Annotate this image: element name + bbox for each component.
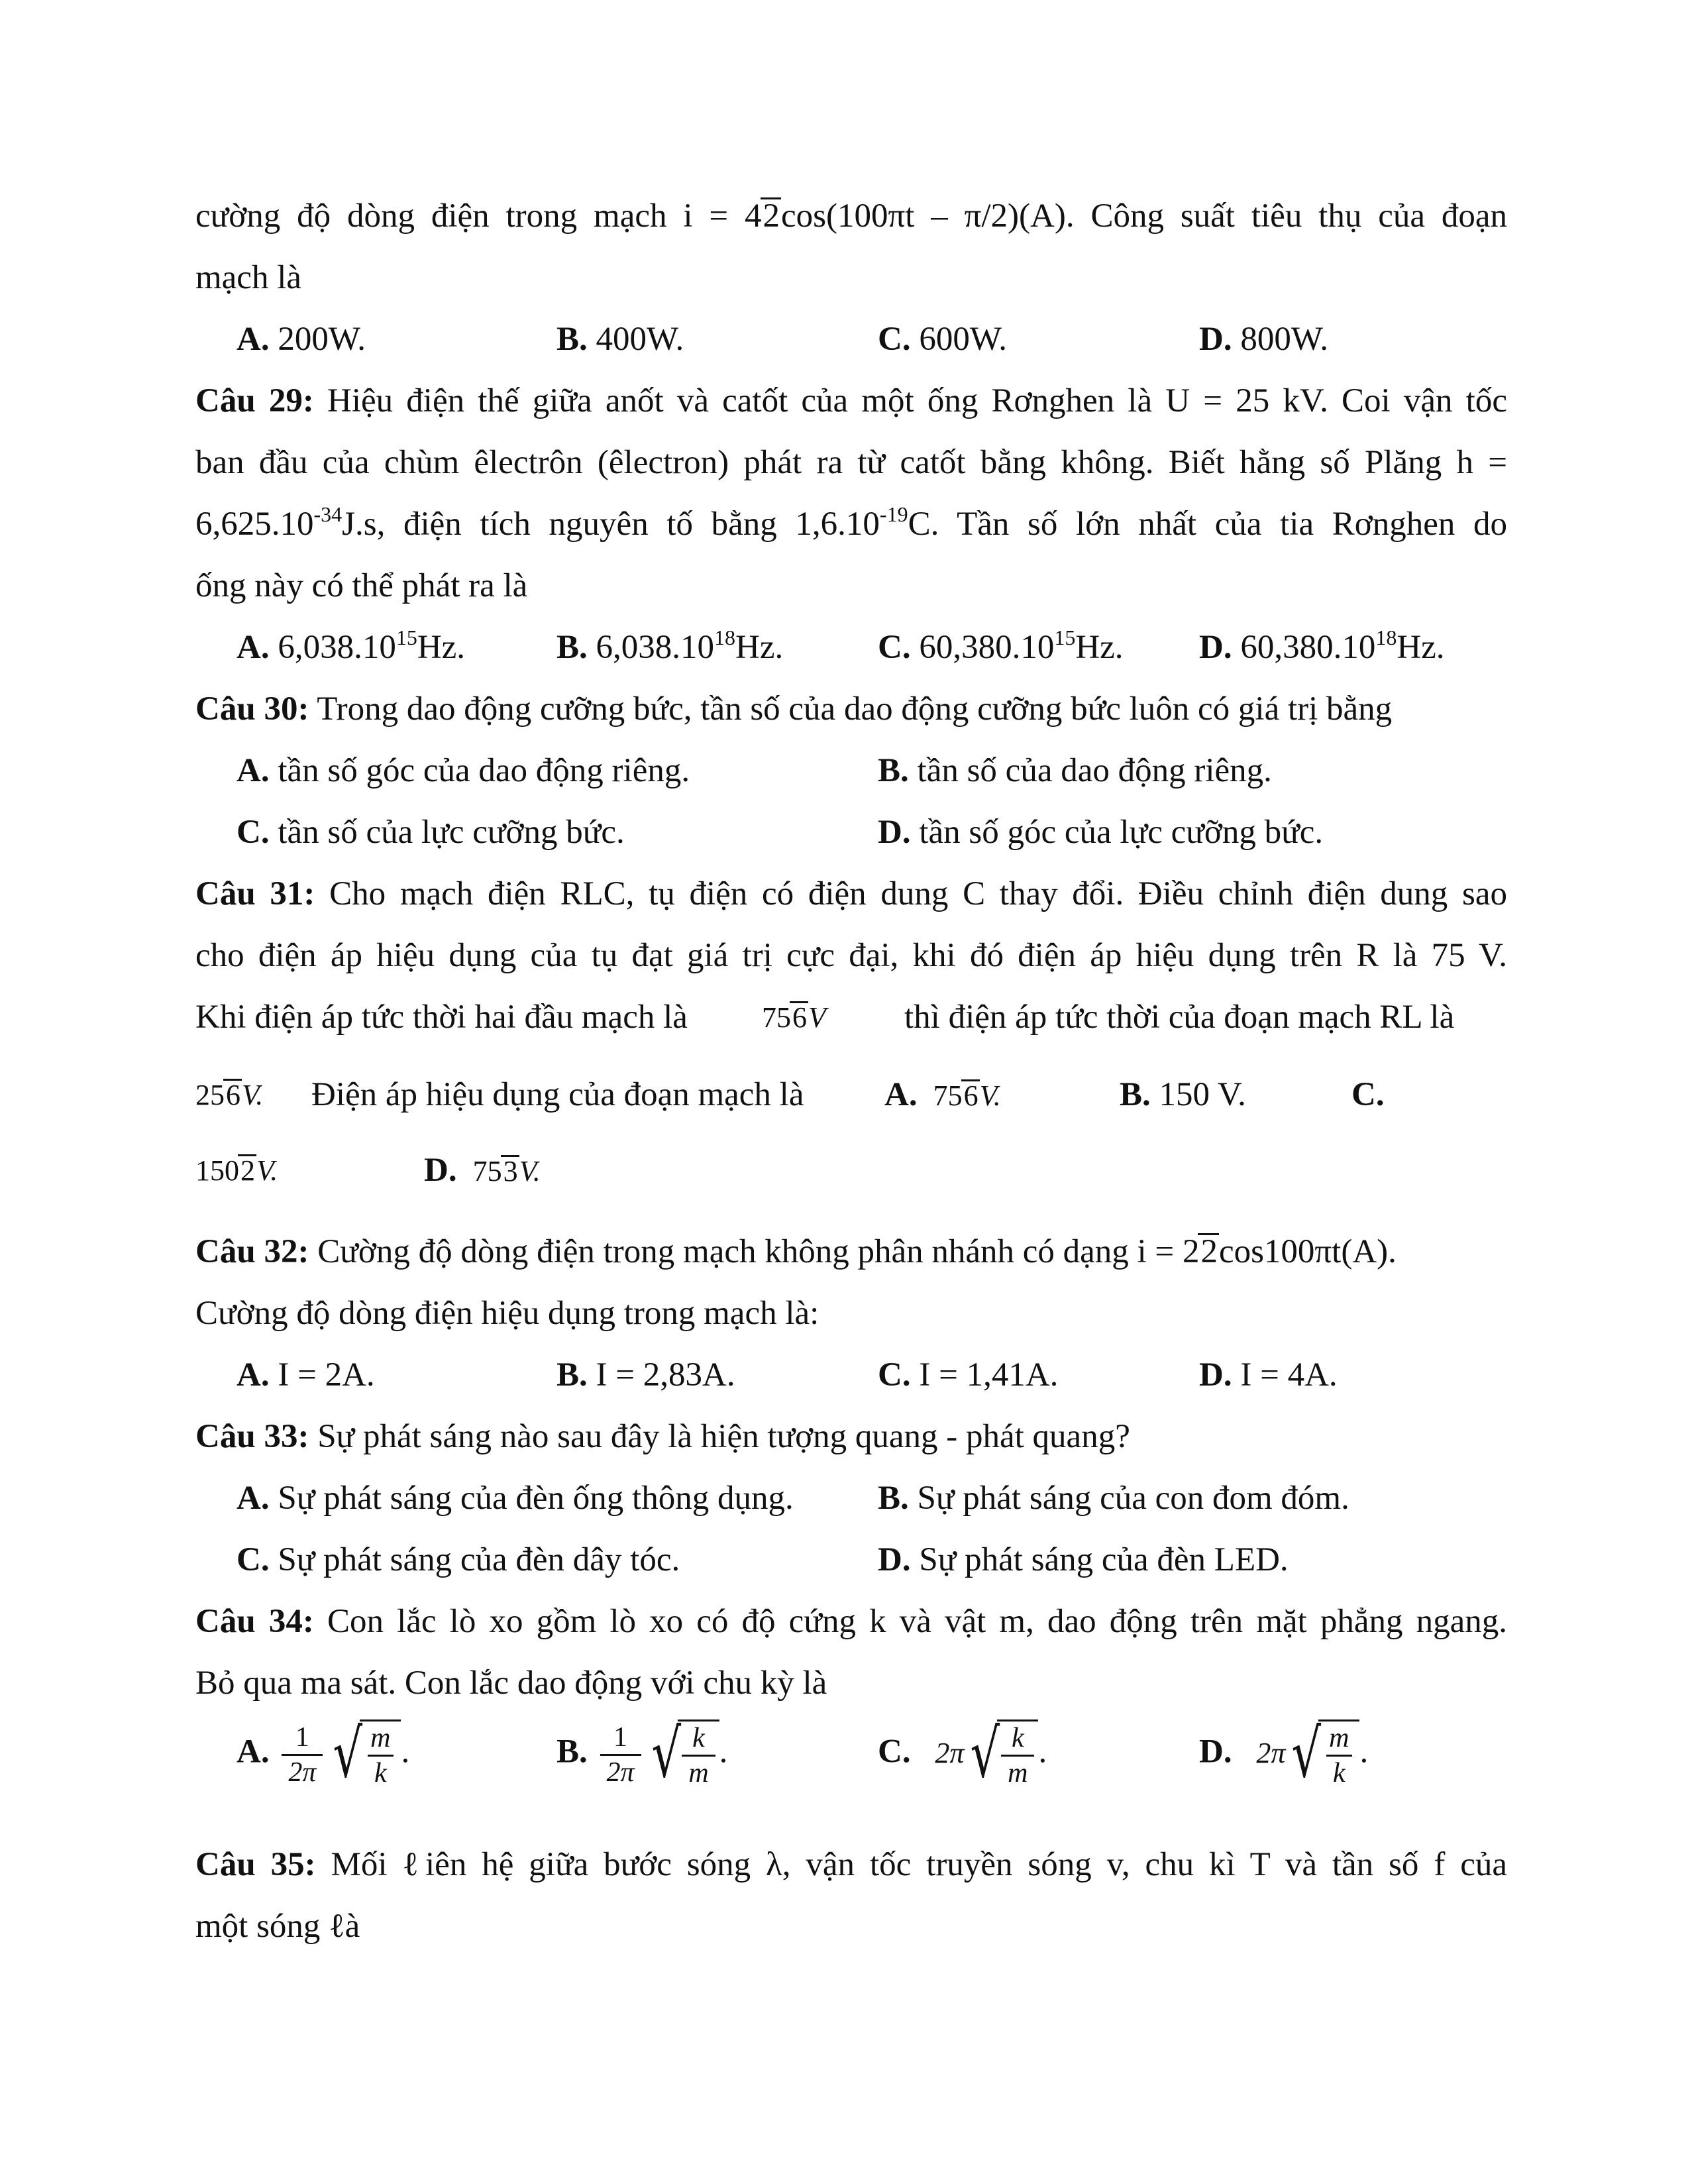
q30-option-a[interactable]: A. tần số góc của dao động riêng. [237, 752, 690, 789]
q29-option-c[interactable]: C. 60,380.10$^{15}$Hz. [878, 626, 1124, 666]
q32-option-a[interactable]: A. I = 2A. [237, 1356, 375, 1393]
q29-option-a[interactable]: A. 6,038.10$^{15}$Hz. [237, 626, 466, 666]
q34-option-d[interactable]: D. 2π √ $\frac{m}{k}$ . [1199, 1715, 1369, 1792]
q32-option-d[interactable]: D. I = 4A. [1199, 1356, 1338, 1393]
intro-line-2: mạch là [195, 259, 301, 296]
q31-line-1: Câu 31: Cho mạch điện RLC, tụ điện có điện dung C thay đổi. Điều chỉnh điện dung sao [195, 875, 1507, 912]
q35-line-2: một sóng ℓà [195, 1908, 360, 1945]
intro-option-b[interactable]: B. 400W. [556, 321, 684, 358]
q32-line-2: Cường độ dòng điện hiệu dụng trong mạch là: [195, 1295, 819, 1332]
sqrt-2: 2 [1198, 1233, 1219, 1269]
q29-line-4: ống này có thể phát ra là [195, 567, 528, 604]
q34-option-b[interactable]: B. $\frac{1}{2\pi}$ √ $\frac{k}{m}$ . [556, 1715, 728, 1792]
q31-line-2: cho điện áp hiệu dụng của tụ đạt giá trị cực đại, khi đó điện áp hiệu dụng trên R là 75 V. [195, 937, 1507, 974]
q33-option-b[interactable]: B. Sự phát sáng của con đom đóm. [878, 1480, 1349, 1517]
q32-option-b[interactable]: B. I = 2,83A. [556, 1356, 735, 1393]
q29-line-1: Câu 29: Hiệu điện thế giữa anốt và catốt của một ống Rơnghen là U = 25 kV. Coi vận tốc [195, 382, 1507, 419]
q32-option-c[interactable]: C. I = 1,41A. [878, 1356, 1059, 1393]
intro-option-c[interactable]: C. 600W. [878, 321, 1008, 358]
q35-label: Câu 35: [195, 1846, 316, 1883]
math-75-sqrt6-v: 756V [762, 1001, 826, 1034]
q34-line-1: Câu 34: Con lắc lò xo gồm lò xo có độ cứng k và vật m, dao động trên mặt phẳng ngang. [195, 1603, 1507, 1640]
intro-option-a[interactable]: A. 200W. [237, 321, 366, 358]
q29-option-d[interactable]: D. 60,380.10$^{18}$Hz. [1199, 626, 1445, 666]
q29-line-3: $6,625.10^{-34}J.s$, điện tích nguyên tố bằng $1,6.10^{-19}C$. Tần số lớn nhất của tia Rơnghen do [195, 502, 1507, 543]
q32-line-1: Câu 32: Cường độ dòng điện trong mạch không phân nhánh có dạng i = 22cos100πt(A). [195, 1233, 1397, 1270]
q33-label: Câu 33: [195, 1418, 309, 1455]
q33-option-d[interactable]: D. Sự phát sáng của đèn LED. [878, 1541, 1289, 1578]
intro-line-1: cường độ dòng điện trong mạch i = 42cos(100πt – π/2)(A). Công suất tiêu thụ của đoạn [195, 197, 1507, 235]
q34-option-a[interactable]: A. $\frac{1}{2\pi}$ √ $\frac{m}{k}$ . [237, 1715, 410, 1792]
q31-option-a[interactable]: A. 756V. [884, 1076, 1001, 1113]
q30-option-c[interactable]: C. tần số của lực cưỡng bức. [237, 814, 625, 851]
q30-option-d[interactable]: D. tần số góc của lực cưỡng bức. [878, 814, 1324, 851]
q34-option-c[interactable]: C. 2π √ $\frac{k}{m}$ . [878, 1715, 1047, 1792]
document-page: cường độ dòng điện trong mạch i = 42cos(100πt – π/2)(A). Công suất tiêu thụ của đoạn mạch là A. 200W. B. 400W. C. 600W. D. 800W. Câu 29: Hiệu điện thế giữa anốt và catốt của một ống Rơnghen là U = 25 kV. Coi vận tốc ban đầu của chùm êlectrôn (êlectron) phát ra từ catốt bằng không. Biết hằng số Plăng h = $6,625.10^{-34}J.s$, điện tích nguyên tố bằng $1,6.10^{-19}C$. Tần số lớn nhất của tia Rơnghen do ống này có thể phát ra là A. 6,038.10$^{15}$Hz. B. 6,038.10$^{18}$Hz. C. 60,380.10$^{15}$Hz. D. 60,380.10$^{18}$Hz. Câu 30: Trong dao động cưỡng bức, tần số của dao động cưỡng bức luôn có giá trị bằng A. tần số góc của dao động riêng. B. tần số của dao động riêng. C. tần số của lực cưỡng bức. D. tần số góc của lực cưỡng bức. Câu 31: Cho mạch điện RLC, tụ điện có điện dung C thay đổi. Điều chỉnh điện dung sao cho điện áp hiệu dụng của tụ đạt giá trị cực đại, khi đó điện áp hiệu dụng trên R là 75 V. Khi điện áp tức thời hai đầu mạch là 756V thì điện áp tức thời của đoạn mạch RL là 256V. Điện áp hiệu dụng của đoạn mạch là A. 756V. B. 150 V. C. 1502V. D. 753V. Câu 32: Cường độ dòng điện trong mạch không phân nhánh có dạng i = 22cos100πt(A). Cường độ dòng điện hiệu dụng trong mạch là: A. I = 2A. B. I = 2,83A. C. I = 1,41A. D. I = 4A. Câu 33: Sự phát sáng nào sau đây là hiện tượng quang - phát quang? A. Sự phát sáng của đèn ống thông dụng. B. Sự phát sáng của con đom đóm. C. Sự phát sáng của đèn dây tóc. D. Sự phát sáng của đèn LED. Câu 34: Con lắc lò xo gồm lò xo có độ cứng k và vật m, dao động trên mặt phẳng ngang. Bỏ qua ma sát. Con lắc dao động với chu kỳ là A. $\frac{1}{2\pi}$ √ $\frac{m}{k}$ . B. $\frac{1}{2\pi}$ √ $\frac{k}{m}$ . C. 2π √ $\frac{k}{m}$ . D. 2π √ $\frac{m}{k}$ . Câu 35: Mối ℓiên hệ giữa bước sóng λ, vận tốc truyền sóng v, chu kì T và tần số f của một sóng ℓà [0, 0, 1690, 2184]
q33-line-1: Câu 33: Sự phát sáng nào sau đây là hiện tượng quang - phát quang? [195, 1418, 1130, 1455]
q29-line-2: ban đầu của chùm êlectrôn (êlectron) phát ra từ catốt bằng không. Biết hằng số Plăng h = [195, 444, 1507, 481]
sqrt-2: 2 [761, 197, 782, 233]
q30-option-b[interactable]: B. tần số của dao động riêng. [878, 752, 1272, 789]
q31-option-b[interactable]: B. 150 V. [1120, 1076, 1246, 1113]
q29-label: Câu 29: [195, 382, 314, 419]
q31-option-c-letter[interactable]: C. [1351, 1076, 1385, 1113]
q29-option-b[interactable]: B. 6,038.10$^{18}$Hz. [556, 626, 784, 666]
q33-option-a[interactable]: A. Sự phát sáng của đèn ống thông dụng. [237, 1480, 794, 1517]
q30-label: Câu 30: [195, 690, 309, 728]
intro-option-d[interactable]: D. 800W. [1199, 321, 1329, 358]
q33-option-c[interactable]: C. Sự phát sáng của đèn dây tóc. [237, 1541, 680, 1578]
q34-options [195, 1715, 1507, 1806]
q35-line-1: Câu 35: Mối ℓiên hệ giữa bước sóng λ, vận tốc truyền sóng v, chu kì T và tần số f của [195, 1846, 1507, 1883]
q31-option-c-value[interactable]: 1502V. [195, 1154, 278, 1187]
q32-label: Câu 32: [195, 1233, 309, 1270]
q34-label: Câu 34: [195, 1603, 314, 1640]
q30-line-1: Câu 30: Trong dao động cưỡng bức, tần số của dao động cưỡng bức luôn có giá trị bằng [195, 690, 1393, 728]
q31-option-d[interactable]: D. 753V. [424, 1152, 541, 1189]
q31-label: Câu 31: [195, 875, 315, 912]
q34-line-2: Bỏ qua ma sát. Con lắc dao động với chu kỳ là [195, 1665, 827, 1702]
math-25-sqrt6-v: 256V. [195, 1079, 264, 1111]
